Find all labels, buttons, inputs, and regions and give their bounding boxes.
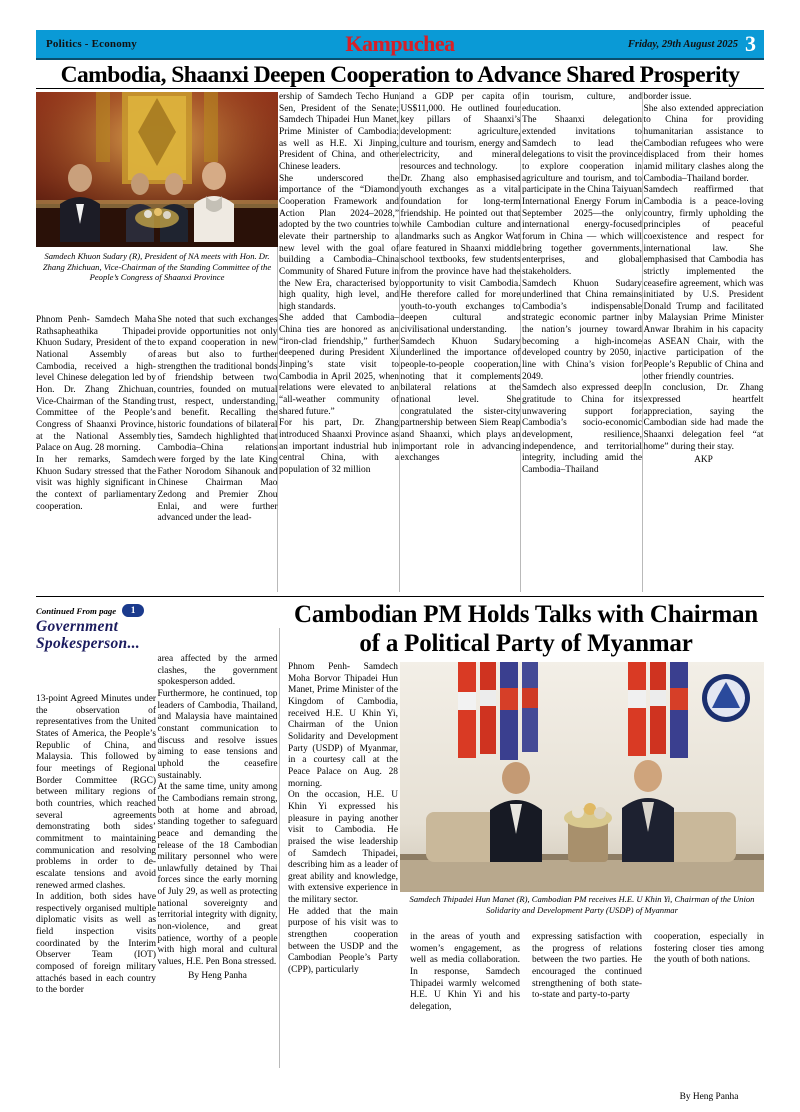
column-text: Samdech Khuon Sudary underlined the importance of people-to-people cooperation, noting that it complements bilateral relations at the national level. She congratulated the sister-city partnership between Siem Reap and Shaanxi, which plays an important role in advancing exchanges	[400, 336, 521, 464]
column-text: ership of Samdech Techo Hun Sen, President of the Senate; Samdech Thipadei Hun Manet, Prime Minister of Cambodia; as well as H.E. Xi Jinping, President of China, and other Chinese leaders.	[279, 92, 399, 172]
top-article-photo-block	[36, 92, 278, 289]
column-text: He added that the main purpose of his visit was to strengthen cooperation between the USDP and the Cambodian People’s Party (CPP), particularly	[288, 906, 398, 976]
top-article-column-3	[279, 92, 399, 477]
column-text: Samdech reaffirmed that Cambodia is a peace-loving country, firmly upholding the principles of peaceful coexistence and respect for international law. She emphasised that Cambodia has strictly implemented the ceasefire agreement, which was initiated by U.S. President Donald Trump and facilitated by Malaysian Prime Minister Anwar Ibrahim in his capacity as ASEAN Chair, with the active participation of the People’s Republic of China and other friendly countries.	[643, 185, 764, 382]
column-text: area affected by the armed clashes, the government spokesperson added.	[157, 654, 278, 688]
top-article-column-5	[522, 92, 642, 477]
continued-article-column-1	[36, 694, 156, 997]
continued-page-badge: 1	[122, 604, 144, 617]
column-text: Furthermore, he continued, top leaders of Cambodia, Thailand, and Malaysia have maintained constant communication to discuss and resolve issues aiming to ease tensions and uphold the ceasefire sustainably.	[157, 688, 278, 781]
column-text: in tourism, culture, and education.	[522, 92, 642, 114]
top-article-column-4	[401, 92, 521, 465]
column-text: In conclusion, Dr. Zhang expressed heartfelt appreciation, saying the Cambodian side had made the Shaanxi delegation feel “at home” during their stay.	[643, 383, 764, 452]
section-label: Politics - Economy	[46, 38, 137, 50]
column-text: 13-point Agreed Minutes under the observation of representatives from the United States of America, the People’s Republic of China, and Malaysia. This followed by four meetings of Regional Border Committee (RGC) between military regions of both countries, which reached several agreements demonstrating both sides’ commitment to maintaining communication and resolving problems in order to de-escalate tensions and avoid renewed armed clashes.	[36, 694, 156, 891]
bottom-article-photo-caption: Samdech Thipadei Hun Manet (R), Cambodian PM receives H.E. U Khin Yi, Chairman of the Union Solidarity and Development Party (USDP) of Myanmar	[409, 894, 755, 915]
column-text: On the occasion, H.E. U Khin Yi expressed his pleasure in paying another visit to Cambodia. He praised the wise leadership of Samdech Thipadei, describing him as a leader of great ability and knowledge, with extensive experience in the military sector.	[288, 790, 398, 906]
top-article-column-6	[644, 92, 764, 467]
column-text: She underscored the importance of the “Diamond Cooperation Framework and Action Plan 2024–2028,” adopted by the two countries to elevate their partnership to a new level with the goal of building a Cambodia–China Community of Shared Future in the New Era, characterised by high quality, high level, and high standards.	[279, 173, 399, 312]
column-text: The Shaanxi delegation extended invitations to Samdech to lead the delegations to visit the province to explore cooperation in agriculture and tourism, and to participate in the China Taiyuan International Energy Forum in September 2025—the only international energy-focused forum in China — which will bring together governments, enterprises, and global stakeholders.	[522, 115, 642, 277]
bottom-article-byline: By Heng Panha	[679, 1092, 739, 1102]
top-article	[36, 92, 764, 592]
photo-artwork	[36, 92, 278, 247]
continued-article-title	[36, 618, 156, 652]
column-text: For his part, Dr. Zhang introduced Shaanxi Province as an important industrial hub in central China, with a population of 32 million	[279, 418, 399, 475]
bottom-article-grid	[288, 662, 764, 1112]
top-article-byline: AKP	[694, 455, 713, 466]
bottom-article	[288, 600, 764, 1112]
photo-artwork	[400, 662, 764, 892]
column-text: Samdech Khuon Sudary underlined that China remains Cambodia’s indispensable strategic economic partner in the nation’s journey toward becoming a high-income developed country by 2050, in line with China’s vision for 2049.	[522, 278, 642, 382]
continued-article-columns	[36, 654, 279, 1074]
masthead-bar	[36, 30, 764, 60]
masthead-right-group	[628, 33, 764, 55]
top-article-column-2	[158, 315, 278, 525]
column-text: cooperation, especially in fostering closer ties among the youth of both nations.	[654, 932, 764, 966]
continued-label: Continued From page	[36, 605, 117, 616]
column-text: In her remarks, Samdech Khuon Sudary stressed that the visit was highly significant in the context of parliamentary cooperation.	[36, 454, 156, 512]
bottom-article-column-2	[410, 932, 520, 1014]
column-text: expressing satisfaction with the progress of relations between the two parties. He encouraged the continued strengthening of both state-to-state and party-to-party	[532, 932, 642, 1001]
continued-article-byline: By Heng Panha	[188, 970, 247, 981]
continued-article	[36, 604, 279, 1074]
column-text: She noted that such exchanges provide opportunities not only to expand cooperation in new areas but also to further strengthen the traditional bonds of friendship between two countries, founded on mutual trust, respect, understanding, and benefit. Recalling the historic foundations of bilateral ties, Samdech highlighted that Cambodia–China relations were forged by the late King Father Norodom Sihanouk and Chinese Chairman Mao Zedong and Premier Zhou Enlai, and were further advanced under the lead-	[157, 315, 278, 524]
section-divider-rule	[36, 596, 764, 597]
column-text: She added that Cambodia–China ties are honored as an “iron-clad friendship,” further deepened during President Xi Jinping’s state visit to Cambodia in April 2025, when relations were elevated to an “all-weather community of shared future.”	[279, 313, 399, 417]
bottom-article-headline: Cambodian PM Holds Talks with Chairman of a Political Party of Myanmar	[293, 601, 759, 657]
column-text: border issue.	[643, 92, 692, 102]
column-text: Phnom Penh- Samdech Moha Borvor Thipadei Hun Manet, Prime Minister of the Kingdom of Cambodia, received H.E. U Khin Yi, Chairman of the Union Solidarity and Development Party (USDP) of Myanmar, in a courtesy call at the Peace Palace on Aug. 28 morning.	[288, 662, 398, 789]
newspaper-title: Kampuchea	[345, 31, 455, 56]
column-text: She also extended appreciation to China for providing humanitarian assistance to Cambodian refugees who were displaced from their homes amid military clashes along the Cambodia–Thailand border.	[643, 103, 764, 184]
headline-rule	[36, 88, 764, 89]
continued-from-line	[36, 604, 279, 617]
continued-title-line-2: Spokesperson...	[36, 635, 140, 652]
column-text: Dr. Zhang also emphasised youth exchanges as a vital foundation for long-term friendship. He pointed out that while Cambodian culture and landmarks such as Angkor Wat are featured in Shaanxi middle school textbooks, few students from the province have had the opportunity to visit Cambodia. He therefore called for more youth-to-youth exchanges to deepen cultural and civilisational understanding.	[400, 173, 521, 336]
column-text: At the same time, unity among the Cambodians remain strong, both at home and abroad, standing together to safeguard peace and demanding the release of the 18 Cambodian military personnel who were unlawfully detained by Thai forces since the early morning of July 29, as well as protecting national sovereignty and territorial integrity with dignity, non-violence, and great patience, worthy of a people with high moral and cultural values, H.E. Pen Bona stressed.	[157, 782, 278, 968]
publication-date: Friday, 29th August 2025	[627, 38, 738, 50]
page-number: 3	[745, 31, 756, 56]
column-text: Phnom Penh- Samdech Maha Rathsapheathika Thipadei Khuon Sudary, President of the National Assembly of Cambodia, received a high-level Chinese delegation led by Hon. Dr. Zhang Zhichuan, Vice-Chairman of the Standing Committee of the People’s Congress of Shaanxi Province, at the National Assembly Palace on Aug. 28 morning.	[36, 315, 156, 454]
continued-title-line-1: Government	[36, 618, 119, 635]
photo-hun-manet-khin-yi	[400, 662, 764, 892]
top-article-photo-caption: Samdech Khuon Sudary (R), President of NA meets with Hon. Dr. Zhang Zhichuan, Vice-Chairman of the Standing Committee of the People’s Congress of Shaanxi Province	[42, 251, 272, 283]
bottom-article-column-3	[532, 932, 642, 1002]
bottom-article-column-4	[654, 932, 764, 967]
column-text: and a GDP per capita of US$11,000. He outlined four key pillars of Shaanxi’s development: agriculture, culture and tourism, energy and electricity, and mineral resources and technology.	[400, 92, 521, 172]
column-text: In addition, both sides have respectively organised multiple diplomatic visits as well as field inspection visits coordinated by the Interim Observer Team (IOT) composed of foreign military attachés based in each country to the border	[36, 892, 156, 996]
top-article-column-1	[36, 315, 156, 513]
continued-article-column-2	[158, 654, 278, 982]
column-text: in the areas of youth and women’s engagement, as well as media collaboration. In response, Samdech Thipadei warmly welcomed H.E. U Khin Yi and his delegation,	[410, 932, 520, 1012]
photo-khuon-sudary-meeting	[36, 92, 278, 247]
top-article-headline: Cambodia, Shaanxi Deepen Cooperation to Advance Shared Prosperity	[60, 62, 740, 88]
column-text: Samdech also expressed deep gratitude to China for its unwavering support for Cambodia’s socio-economic development, resilience, independence, and territorial integrity, including amid the Cambodia–Thailand	[522, 383, 642, 475]
bottom-article-column-1	[288, 662, 398, 977]
